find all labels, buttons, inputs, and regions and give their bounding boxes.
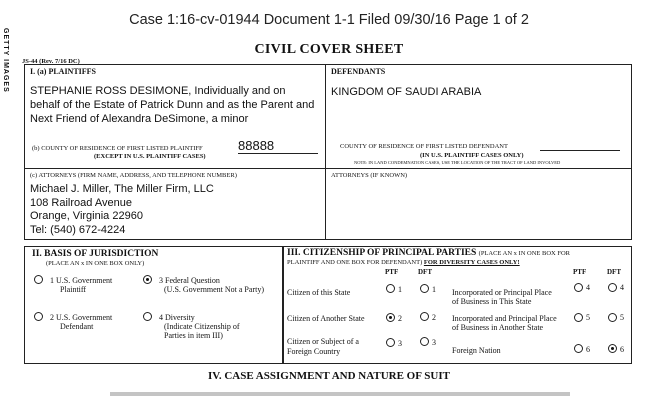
ptf-header-right: PTF bbox=[573, 268, 587, 276]
ptf-radio-6[interactable] bbox=[574, 344, 583, 353]
option-number: 3 bbox=[159, 276, 163, 285]
ptf-radio-1[interactable] bbox=[386, 284, 395, 293]
dft-radio-4[interactable] bbox=[608, 283, 617, 292]
foreign-nation-label: Foreign Nation bbox=[452, 346, 501, 355]
defendant-county-note: (IN U.S. PLAINTIFF CASES ONLY) bbox=[420, 152, 524, 159]
option-line: U.S. Government bbox=[56, 276, 113, 285]
option-number: 4 bbox=[159, 313, 163, 322]
label-line: Citizen or Subject of a bbox=[287, 337, 359, 346]
option-number: 1 bbox=[50, 276, 54, 285]
ptf-number: 1 bbox=[398, 285, 402, 294]
citizenship-line2b: FOR DIVERSITY CASES ONLY! bbox=[423, 259, 520, 266]
dft-number: 5 bbox=[620, 313, 624, 322]
jurisdiction-subtitle: (PLACE AN x IN ONE BOX ONLY) bbox=[46, 260, 145, 267]
label-line: of Business in This State bbox=[452, 297, 532, 306]
defendant-attorneys-label: ATTORNEYS (IF KNOWN) bbox=[331, 172, 408, 179]
inc-principal-place-label bbox=[452, 288, 552, 306]
ptf-radio-5[interactable] bbox=[574, 313, 583, 322]
citizenship-title-note: (PLACE AN x IN ONE BOX FOR bbox=[478, 250, 571, 257]
dft-radio-6[interactable] bbox=[608, 344, 617, 353]
dft-number: 4 bbox=[620, 283, 624, 292]
dft-number: 1 bbox=[432, 285, 436, 294]
jurisdiction-option-2 bbox=[50, 313, 112, 331]
label-line: Incorporated and Principal Place bbox=[452, 314, 557, 323]
plaintiffs-name[interactable] bbox=[30, 84, 325, 126]
defendant-name[interactable]: KINGDOM OF SAUDI ARABIA bbox=[331, 86, 482, 98]
citizen-this-state-label: Citizen of this State bbox=[287, 288, 351, 297]
vertical-divider bbox=[325, 64, 326, 240]
jurisdiction-radio-4[interactable] bbox=[143, 312, 152, 321]
ptf-number: 4 bbox=[586, 283, 590, 292]
ptf-radio-2[interactable] bbox=[386, 313, 395, 322]
dft-number: 6 bbox=[620, 345, 624, 354]
plaintiff-line: Next Friend of Alexandra DeSimone, a minor bbox=[30, 113, 249, 125]
option-line: (Indicate Citizenship of bbox=[164, 322, 240, 331]
citizenship-line2a: PLAINTIFF AND ONE BOX FOR DEFENDANT) bbox=[287, 259, 423, 266]
jurisdiction-option-3 bbox=[159, 276, 264, 294]
plaintiff-line: behalf of the Estate of Patrick Dunn and as the Parent and bbox=[30, 99, 315, 111]
dft-number: 2 bbox=[432, 313, 436, 322]
citizenship-subtitle bbox=[287, 259, 520, 266]
defendant-county-field[interactable] bbox=[540, 150, 620, 151]
ptf-number: 2 bbox=[398, 314, 402, 323]
horizontal-divider bbox=[24, 168, 632, 169]
dft-header-right: DFT bbox=[607, 268, 621, 276]
plaintiffs-label: I. (a) PLAINTIFFS bbox=[30, 67, 97, 76]
inc-principal-place-another-label bbox=[452, 314, 557, 332]
citizen-foreign-label bbox=[287, 337, 359, 357]
label-line: Incorporated or Principal Place bbox=[452, 288, 552, 297]
label-line: of Business in Another State bbox=[452, 323, 544, 332]
ptf-number: 5 bbox=[586, 313, 590, 322]
label-line: Foreign Country bbox=[287, 347, 341, 356]
option-line: Defendant bbox=[60, 322, 94, 331]
ptf-radio-3[interactable] bbox=[386, 338, 395, 347]
land-note: NOTE: IN LAND CONDEMNATION CASES, USE THE LOCATION OF THE TRACT OF LAND INVOLVED bbox=[354, 160, 561, 165]
plaintiff-line: STEPHANIE ROSS DESIMONE, Individually and on bbox=[30, 85, 286, 97]
option-number: 2 bbox=[50, 313, 54, 322]
ptf-number: 3 bbox=[398, 339, 402, 348]
dft-radio-3[interactable] bbox=[420, 337, 429, 346]
dft-radio-1[interactable] bbox=[420, 284, 429, 293]
jurisdiction-title: II. BASIS OF JURISDICTION bbox=[32, 249, 159, 259]
jurisdiction-option-1 bbox=[50, 276, 112, 294]
form-title: CIVIL COVER SHEET bbox=[254, 42, 404, 57]
cropped-text-line bbox=[110, 390, 570, 396]
ptf-number: 6 bbox=[586, 345, 590, 354]
option-line: (U.S. Government Not a Party) bbox=[164, 285, 264, 294]
watermark: GETTY IMAGES bbox=[2, 28, 9, 93]
option-line: Diversity bbox=[165, 313, 195, 322]
jurisdiction-option-4 bbox=[159, 313, 240, 340]
option-line: U.S. Government bbox=[56, 313, 113, 322]
attorney-line: Orange, Virginia 22960 bbox=[30, 210, 143, 222]
dft-radio-5[interactable] bbox=[608, 313, 617, 322]
plaintiff-county-value[interactable]: 88888 bbox=[238, 138, 318, 154]
ptf-radio-4[interactable] bbox=[574, 283, 583, 292]
jurisdiction-radio-2[interactable] bbox=[34, 312, 43, 321]
jurisdiction-radio-1[interactable] bbox=[34, 275, 43, 284]
jurisdiction-radio-3[interactable] bbox=[143, 275, 152, 284]
ptf-header-left: PTF bbox=[385, 268, 399, 276]
plaintiff-county-note: (EXCEPT IN U.S. PLAINTIFF CASES) bbox=[94, 153, 206, 160]
citizen-another-state-label: Citizen of Another State bbox=[287, 314, 365, 323]
attorney-line: Tel: (540) 672-4224 bbox=[30, 223, 126, 236]
plaintiff-county-label: (b) COUNTY OF RESIDENCE OF FIRST LISTED PLAINTIFF bbox=[32, 145, 203, 152]
dft-header-left: DFT bbox=[418, 268, 432, 276]
attorneys-label: (c) ATTORNEYS (FIRM NAME, ADDRESS, AND TELEPHONE NUMBER) bbox=[30, 172, 237, 179]
dft-radio-2[interactable] bbox=[420, 312, 429, 321]
option-line: Federal Question bbox=[165, 276, 220, 285]
form-code: JS-44 (Rev. 7/16 DC) bbox=[22, 58, 80, 65]
option-line: Plaintiff bbox=[60, 285, 87, 294]
section-4-title: IV. CASE ASSIGNMENT AND NATURE OF SUIT bbox=[208, 370, 450, 382]
citizenship-title-text: III. CITIZENSHIP OF PRINCIPAL PARTIES bbox=[287, 248, 477, 258]
defendant-county-label: COUNTY OF RESIDENCE OF FIRST LISTED DEFENDANT bbox=[340, 143, 508, 150]
defendants-label: DEFENDANTS bbox=[331, 67, 386, 76]
attorney-line: 108 Railroad Avenue bbox=[30, 196, 132, 209]
attorneys-info[interactable] bbox=[30, 183, 320, 237]
dft-number: 3 bbox=[432, 338, 436, 347]
option-line: Parties in item III) bbox=[164, 331, 223, 340]
citizenship-title bbox=[287, 248, 632, 258]
attorney-line: Michael J. Miller, The Miller Firm, LLC bbox=[30, 183, 214, 195]
case-header: Case 1:16-cv-01944 Document 1-1 Filed 09/30/16 Page 1 of 2 bbox=[129, 12, 529, 28]
